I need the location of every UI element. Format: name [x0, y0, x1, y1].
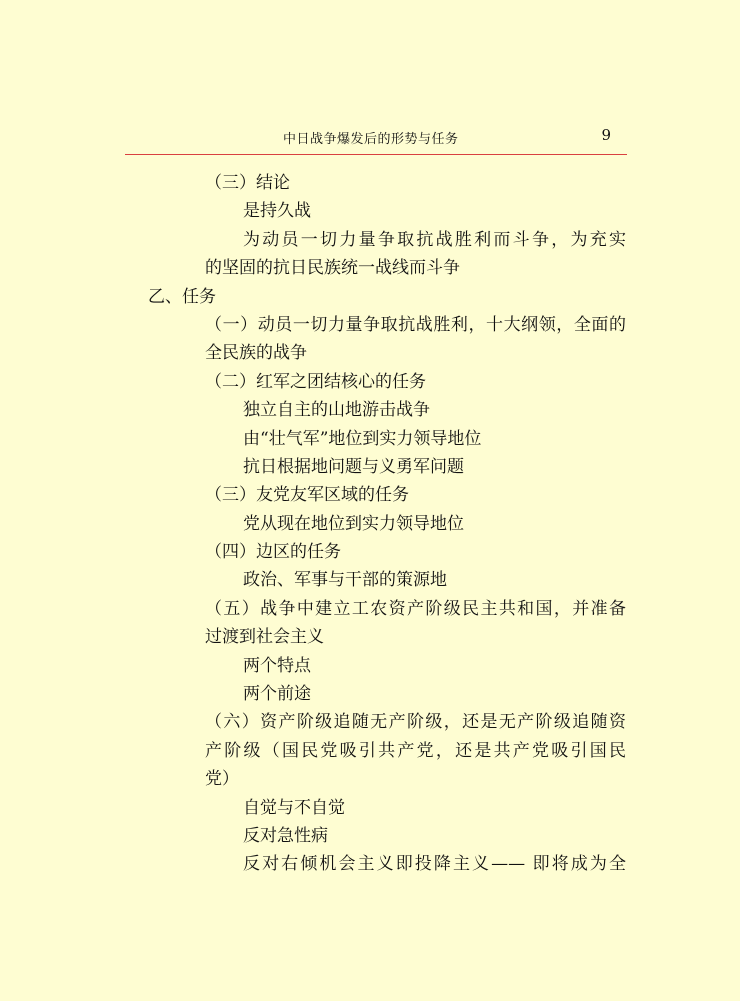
text-line: 自觉与不自觉 [243, 797, 345, 818]
text-line: 全民族的战争 [205, 343, 307, 364]
text-line: 反对急性病 [243, 825, 328, 846]
text-line: （四）边区的任务 [205, 542, 341, 563]
text-line: 的坚固的抗日民族统一战线而斗争 [205, 258, 460, 279]
text-line: 由“壮气军”地位到实力领导地位 [243, 428, 482, 449]
text-line: 反对右倾机会主义即投降主义—— 即将成为全 [243, 854, 626, 875]
text-line: 党从现在地位到实力领导地位 [243, 513, 464, 534]
text-line: （一）动员一切力量争取抗战胜利，十大纲领，全面的 [205, 314, 626, 335]
text-line: 党） [205, 769, 239, 790]
text-line: （二）红军之团结核心的任务 [205, 371, 426, 392]
text-line: 产阶级（国民党吸引共产党，还是共产党吸引国民 [205, 740, 626, 761]
body-text [125, 169, 630, 879]
text-line: 过渡到社会主义 [205, 627, 324, 648]
text-line: 乙、任务 [148, 286, 216, 307]
text-line: 抗日根据地问题与义勇军问题 [243, 456, 464, 477]
text-line: 两个特点 [243, 655, 311, 676]
page-number: 9 [601, 126, 611, 144]
text-line: （三）结论 [205, 173, 290, 193]
text-line: 两个前途 [243, 684, 311, 705]
header-title: 中日战争爆发后的形势与任务 [283, 132, 459, 147]
text-line: （六）资产阶级追随无产阶级，还是无产阶级追随资 [205, 712, 626, 733]
text-line: （五）战争中建立工农资产阶级民主共和国，并准备 [205, 598, 626, 619]
text-line: 独立自主的山地游击战争 [243, 400, 430, 421]
text-line: 是持久战 [243, 201, 311, 222]
text-line: （三）友党友军区域的任务 [205, 485, 409, 506]
running-header [125, 120, 627, 155]
text-line: 政治、军事与干部的策源地 [243, 570, 447, 591]
text-line: 为动员一切力量争取抗战胜利而斗争，为充实 [243, 229, 626, 250]
